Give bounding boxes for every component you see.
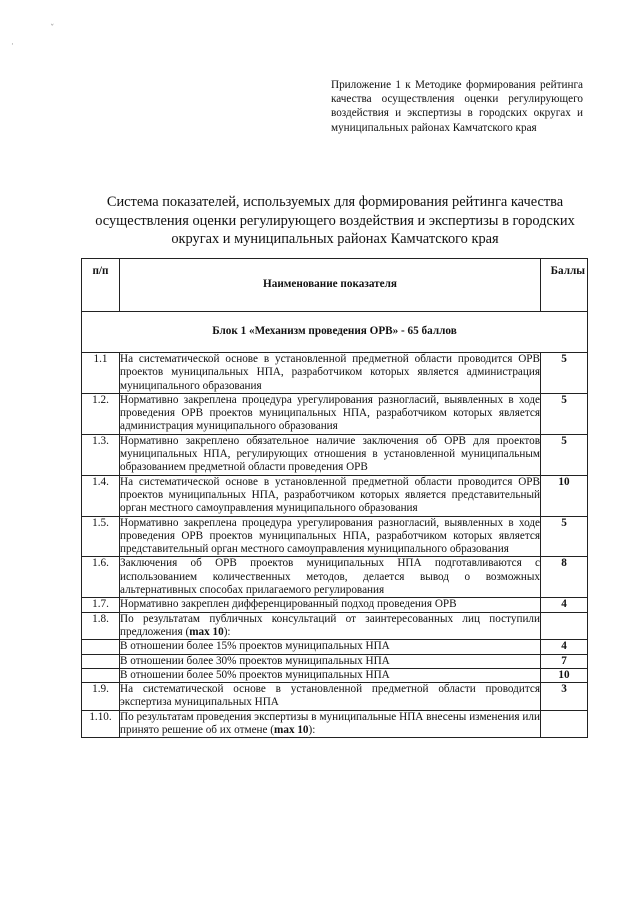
row-name: Нормативно закреплен дифференцированный подход проведения ОРВ xyxy=(120,598,541,612)
document-title: Система показателей, используемых для формирования рейтинга качества осуществления оценки регулирующего воздействия и экспертизы в городских округах и муниципальных районах Камчатского края xyxy=(95,194,575,247)
row-points: 10 xyxy=(541,475,588,516)
header-name: Наименование показателя xyxy=(120,259,541,312)
row-name: Нормативно закреплена процедура урегулирования разногласий, выявленных в ходе проведения ОРВ проектов муниципальных НПА, разработчиком которых является представительный орган местного самоуправления муниципального образования xyxy=(120,516,540,556)
row-points: 5 xyxy=(541,434,588,475)
row-num xyxy=(82,654,120,668)
row-points: 5 xyxy=(541,353,588,394)
scan-mark: ˇ xyxy=(50,24,55,34)
row-num: 1.2. xyxy=(82,393,120,434)
row-points: 5 xyxy=(541,516,588,557)
row-num: 1.1 xyxy=(82,353,120,394)
table-row xyxy=(82,516,588,557)
row-points xyxy=(541,612,588,640)
row-name xyxy=(120,710,541,738)
row-num: 1.7. xyxy=(82,598,120,612)
table-row xyxy=(82,640,588,654)
table-row xyxy=(82,598,588,612)
table-row xyxy=(82,557,588,598)
row-num: 1.10. xyxy=(82,710,120,738)
row-name-max: max 10 xyxy=(189,625,224,638)
table-row xyxy=(82,434,588,475)
row-name: В отношении более 50% проектов муниципальных НПА xyxy=(120,668,541,682)
row-name: Нормативно закреплено обязательное наличие заключения об ОРВ для проектов муниципальных НПА, регулирующих отношения в установленной муниципальным образованием предметной области проведения ОРВ xyxy=(120,434,540,474)
table-row xyxy=(82,710,588,738)
table-row xyxy=(82,475,588,516)
row-num: 1.6. xyxy=(82,557,120,598)
table-row xyxy=(82,393,588,434)
row-points xyxy=(541,710,588,738)
table-row xyxy=(82,353,588,394)
row-points: 10 xyxy=(541,668,588,682)
block-row xyxy=(82,312,588,353)
table-header-row xyxy=(82,259,588,312)
row-num xyxy=(82,640,120,654)
block-title: Блок 1 «Механизм проведения ОРВ» - 65 баллов xyxy=(82,312,588,353)
row-points: 8 xyxy=(541,557,588,598)
header-points: Баллы xyxy=(541,259,588,312)
row-num: 1.9. xyxy=(82,683,120,711)
scan-dot: · xyxy=(11,40,14,50)
row-name: На систематической основе в установленной предметной области проводится ОРВ проектов муниципальных НПА, разработчиком которых является представительный орган местного самоуправления муниципального образования xyxy=(120,475,540,515)
row-name: На систематической основе в установленной предметной области проводится ОРВ проектов муниципальных НПА, разработчиком которых является администрация муниципального образования xyxy=(120,353,540,392)
row-points: 4 xyxy=(541,598,588,612)
row-num: 1.4. xyxy=(82,475,120,516)
row-name-end: ): xyxy=(308,724,316,737)
appendix-note: Приложение 1 к Методике формирования рейтинга качества осуществления оценки регулирующего воздействия и экспертизы в городских округах и муниципальных районах Камчатского края xyxy=(331,79,583,134)
row-name-text: По результатам проведения экспертизы в муниципальные НПА внесены изменения или принято решение об их отмене ( xyxy=(120,710,540,737)
table-row xyxy=(82,668,588,682)
table-row xyxy=(82,612,588,640)
row-name-text: По результатам публичных консультаций от заинтересованных лиц поступили предложения ( xyxy=(120,612,540,638)
header-num: п/п xyxy=(82,259,120,312)
row-name: Заключения об ОРВ проектов муниципальных НПА подготавливаются с использованием количественных методов, делается вывод о возможных альтернативных способах прилагаемого регулирования xyxy=(120,557,540,597)
row-name: Нормативно закреплена процедура урегулирования разногласий, выявленных в ходе проведения ОРВ проектов муниципальных НПА, разработчиком которых является администрация муниципального образования xyxy=(120,393,540,433)
row-num xyxy=(82,668,120,682)
table-row xyxy=(82,683,588,711)
row-name-end: ): xyxy=(223,625,231,638)
row-num: 1.3. xyxy=(82,434,120,475)
row-name: В отношении более 30% проектов муниципальных НПА xyxy=(120,654,541,668)
row-name xyxy=(120,612,541,640)
row-points: 3 xyxy=(541,683,588,711)
row-points: 5 xyxy=(541,393,588,434)
row-points: 7 xyxy=(541,654,588,668)
row-name: На систематической основе в установленной предметной области проводится экспертиза муниципальных НПА xyxy=(120,683,540,709)
table-row xyxy=(82,654,588,668)
row-num: 1.8. xyxy=(82,612,120,640)
indicators-table xyxy=(81,258,588,738)
row-points: 4 xyxy=(541,640,588,654)
row-name: В отношении более 15% проектов муниципальных НПА xyxy=(120,640,541,654)
row-name-max: max 10 xyxy=(274,724,309,737)
row-num: 1.5. xyxy=(82,516,120,557)
